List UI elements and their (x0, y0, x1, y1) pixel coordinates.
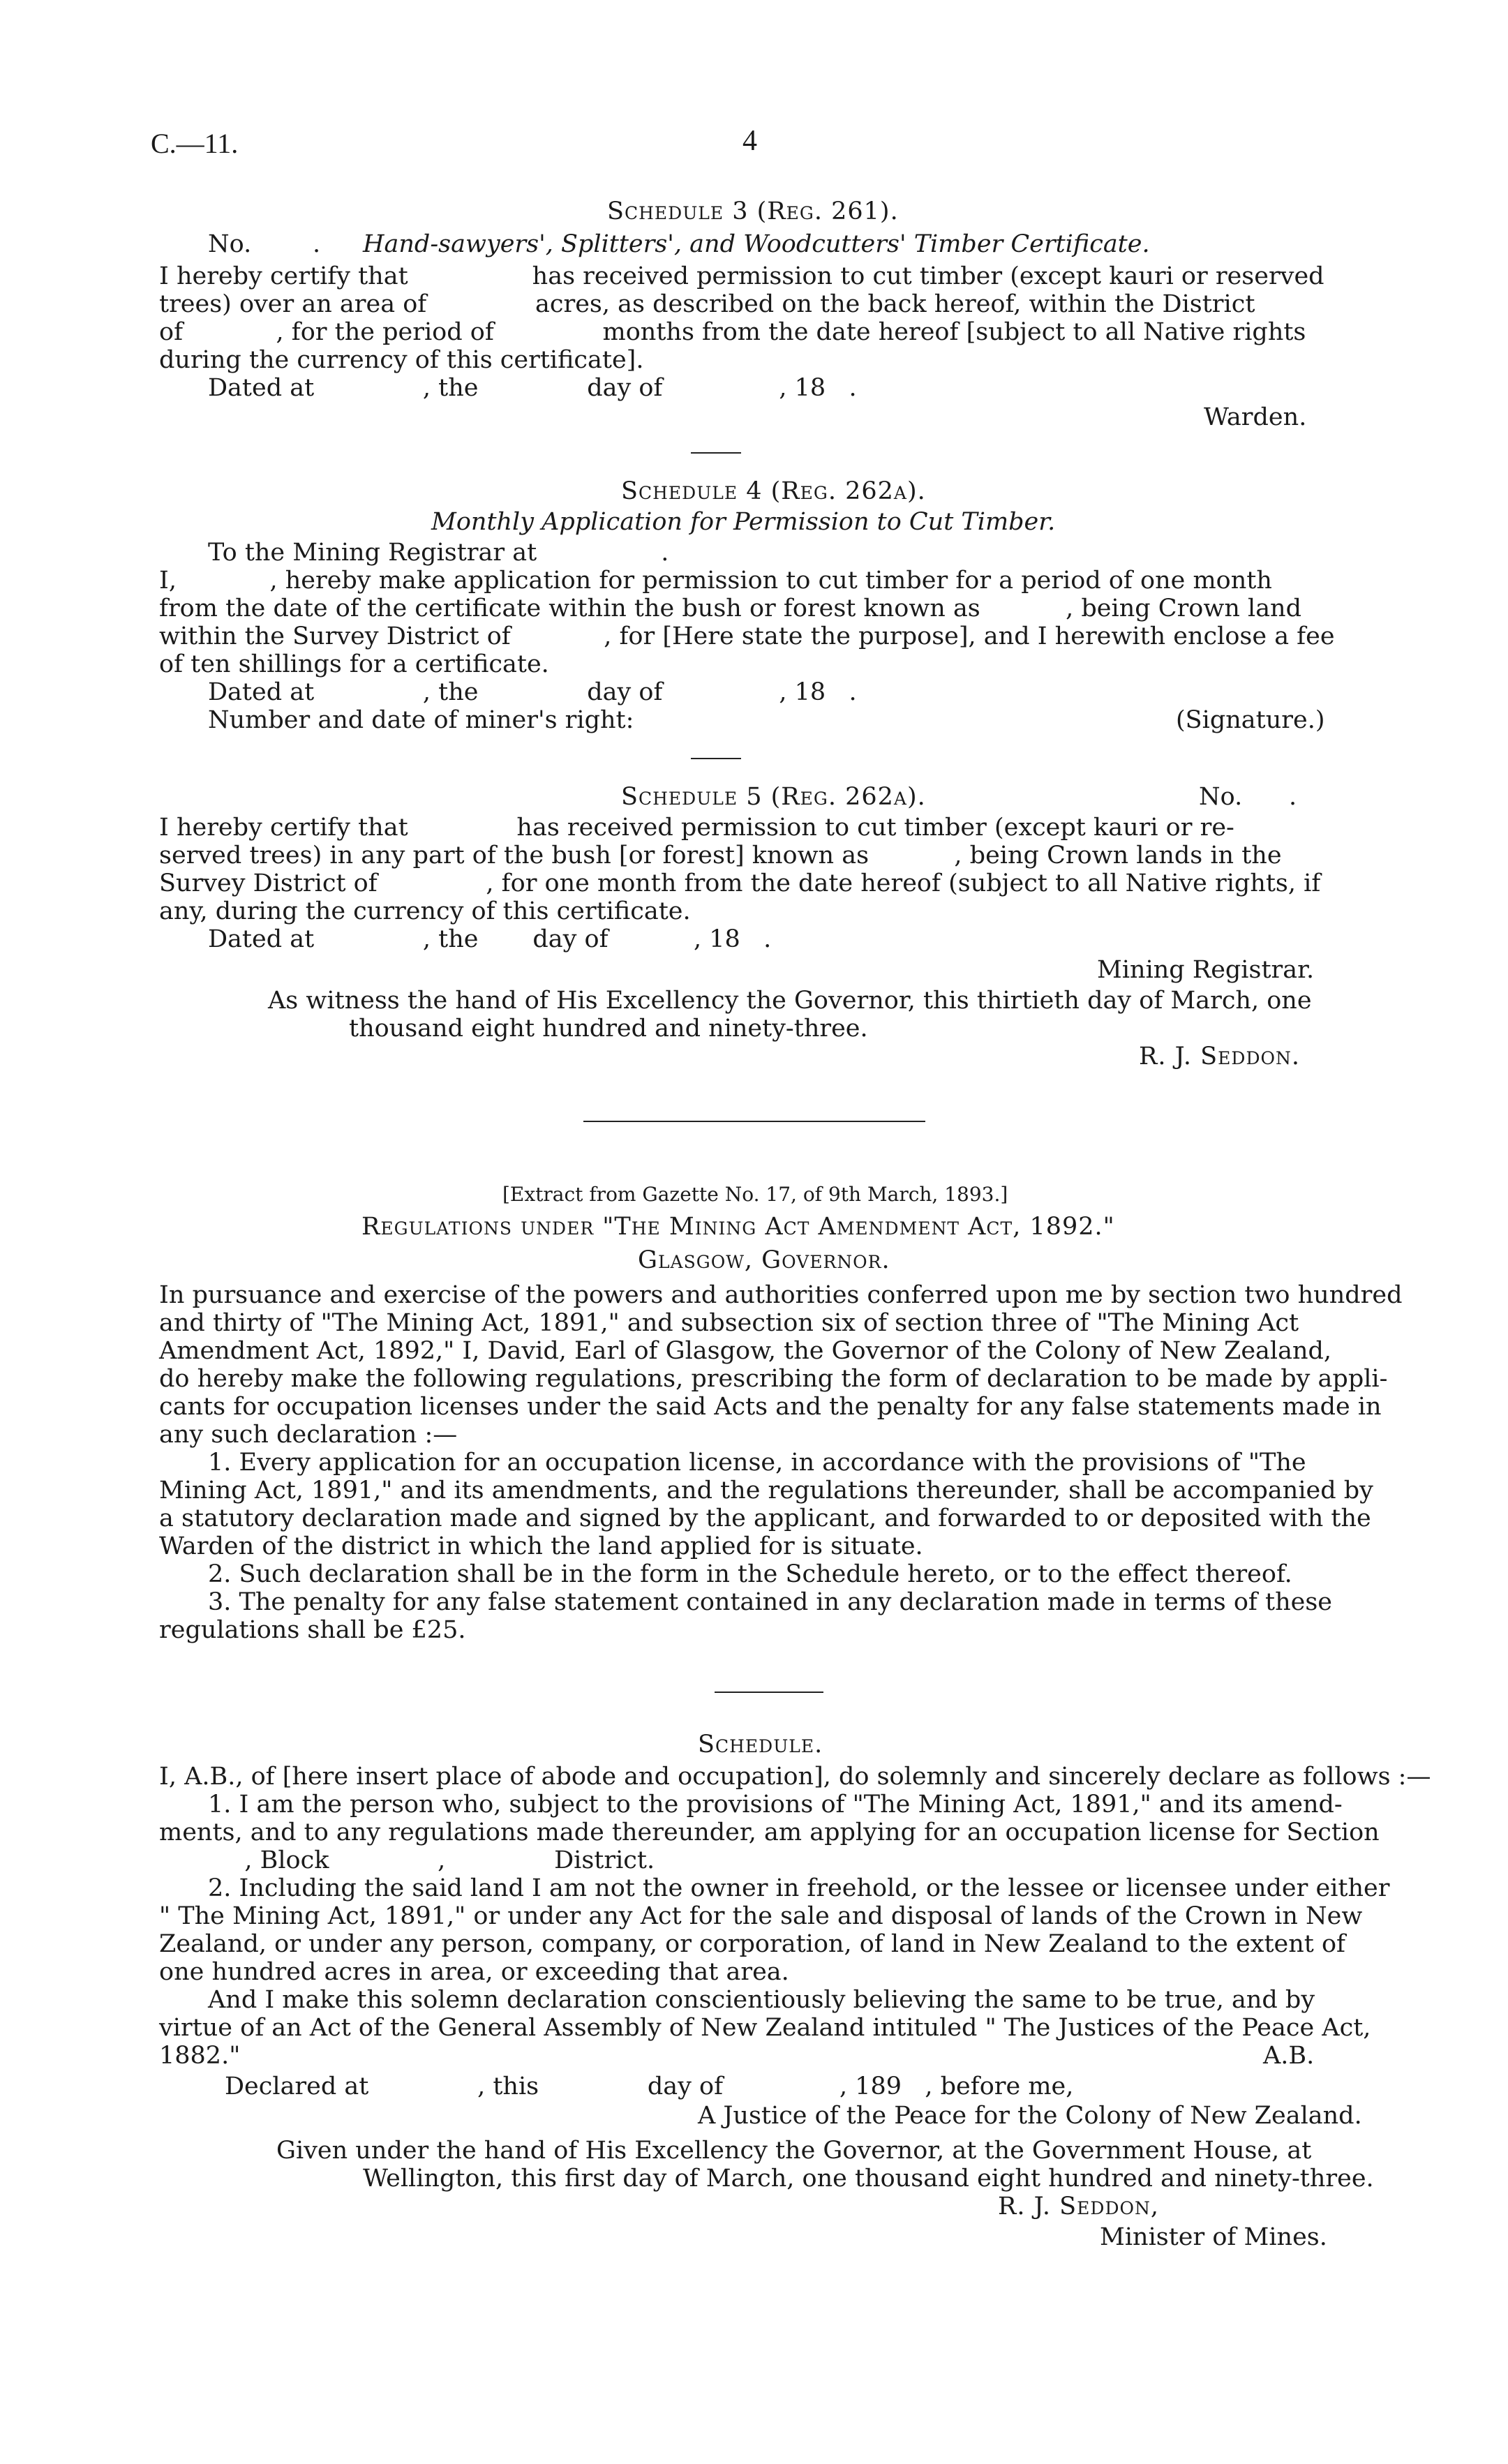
schedule5-signature: Mining Registrar. (1097, 956, 1315, 984)
given-line-2: Wellington, this first day of March, one thousand eight hundred and ninety-three. (363, 2165, 1374, 2193)
schedule4-addressee: To the Mining Registrar at . (208, 539, 669, 567)
para3-line-2: virtue of an Act of the General Assembly of New Zealand intituled " The Justices of the Peace Act, (159, 2014, 1371, 2042)
schedule3-dated-line: Dated at , the day of , 18 . (208, 374, 857, 402)
regulations-title: Regulations under "The Mining Act Amendment Act, 1892." (361, 1213, 1115, 1241)
schedule3-line-3: of , for the period of months from the date hereof [subject to all Native rights (159, 318, 1306, 346)
schedule3-title: Hand-sawyers', Splitters', and Woodcutters' Timber Certificate. (363, 230, 1150, 258)
schedule4-line-1: I, , hereby make application for permission to cut timber for a period of one month (159, 567, 1272, 595)
schedule4-dated-line: Dated at , the day of , 18 . (208, 678, 857, 706)
para1-line-2: ments, and to any regulations made thereunder, am applying for an occupation license for Section (159, 1819, 1380, 1846)
schedule4-line-4: of ten shillings for a certificate. (159, 650, 549, 678)
section-divider (691, 452, 741, 454)
para1-line-3: , Block , District. (159, 1846, 655, 1874)
clause3-line-1: 3. The penalty for any false statement contained in any declaration made in terms of these (208, 1588, 1332, 1616)
schedule4-line-3: within the Survey District of , for [Here state the purpose], and I herewith enclose a fee (159, 622, 1335, 650)
declared-line: Declared at , this day of , 189 , before me, (225, 2073, 1074, 2100)
schedule4-heading: Schedule 4 (Reg. 262a). (621, 477, 926, 505)
paper-code: C.—11. (151, 128, 239, 159)
clause1-line-1: 1. Every application for an occupation license, in accordance with the provisions of "The (208, 1449, 1306, 1477)
schedule5-no-label: No. . (1199, 783, 1297, 811)
preamble-line-4: do hereby make the following regulations, prescribing the form of declaration to be made by appli- (159, 1365, 1388, 1393)
clause3-line-2: regulations shall be £25. (159, 1616, 466, 1644)
schedule4-line-2: from the date of the certificate within the bush or forest known as , being Crown land (159, 595, 1302, 622)
preamble-line-2: and thirty of "The Mining Act, 1891," and subsection six of section three of "The Mining Act (159, 1309, 1299, 1337)
page-number: 4 (742, 125, 757, 157)
justice-line: A Justice of the Peace for the Colony of New Zealand. (698, 2102, 1362, 2130)
schedule3-line-2: trees) over an area of acres, as described on the back hereof, within the District (159, 290, 1255, 318)
preamble-line-6: any such declaration :— (159, 1421, 458, 1449)
para3-line-1: And I make this solemn declaration conscientiously believing the same to be true, and by (208, 1986, 1315, 2014)
clause1-line-2: Mining Act, 1891," and its amendments, and the regulations thereunder, shall be accompanied by (159, 1477, 1373, 1504)
schedule3-no-label: No. (208, 230, 252, 258)
declaration-intro: I, A.B., of [here insert place of abode and occupation], do solemnly and sincerely declare as follows :— (159, 1763, 1431, 1791)
schedule5-heading: Schedule 5 (Reg. 262a). (621, 783, 926, 811)
declarant-initials: A.B. (1263, 2042, 1315, 2070)
para2-line-2: " The Mining Act, 1891," or under any Act for the sale and disposal of lands of the Crown in New (159, 1902, 1363, 1930)
schedule5-line-1: I hereby certify that has received permission to cut timber (except kauri or re- (159, 814, 1234, 842)
schedule5-dated-line: Dated at , the day of , 18 . (208, 925, 772, 953)
preamble-line-3: Amendment Act, 1892," I, David, Earl of Glasgow, the Governor of the Colony of New Zealand, (159, 1337, 1332, 1365)
para3-line-3: 1882." (159, 2042, 241, 2070)
schedule-heading: Schedule. (698, 1731, 823, 1759)
schedule3-line-4: during the currency of this certificate]. (159, 346, 644, 374)
clause1-line-4: Warden of the district in which the land applied for is situate. (159, 1532, 923, 1560)
witness-line-1: As witness the hand of His Excellency the Governor, this thirtieth day of March, one (268, 987, 1312, 1015)
para2-line-4: one hundred acres in area, or exceeding that area. (159, 1958, 789, 1986)
para1-line-1: 1. I am the person who, subject to the provisions of "The Mining Act, 1891," and its amend- (208, 1791, 1343, 1819)
schedule3-no-dot: . (313, 230, 321, 258)
section-divider (715, 1692, 823, 1693)
clause2: 2. Such declaration shall be in the form in the Schedule hereto, or to the effect thereof. (208, 1560, 1292, 1588)
schedule3-heading: Schedule 3 (Reg. 261). (607, 197, 899, 225)
major-divider (583, 1121, 925, 1122)
schedule4-signature: (Signature.) (1176, 706, 1325, 734)
clause1-line-3: a statutory declaration made and signed by the applicant, and forwarded to or deposited with the (159, 1504, 1371, 1532)
para2-line-3: Zealand, or under any person, company, or corporation, of land in New Zealand to the extent of (159, 1930, 1345, 1958)
schedule4-miners-right: Number and date of miner's right: (208, 706, 634, 734)
schedule5-line-2: served trees) in any part of the bush [or forest] known as , being Crown lands in the (159, 842, 1282, 869)
witness-signatory: R. J. Seddon. (1139, 1043, 1300, 1070)
minister-signatory: R. J. Seddon, (998, 2193, 1159, 2220)
preamble-line-1: In pursuance and exercise of the powers and authorities conferred upon me by section two hundred (159, 1281, 1403, 1309)
witness-line-2: thousand eight hundred and ninety-three. (349, 1015, 868, 1043)
schedule4-title: Monthly Application for Permission to Cut Timber. (431, 508, 1056, 536)
minister-office: Minister of Mines. (1100, 2223, 1327, 2251)
section-divider (691, 758, 741, 759)
given-line-1: Given under the hand of His Excellency the Governor, at the Government House, at (276, 2137, 1312, 2165)
extract-note: [Extract from Gazette No. 17, of 9th March, 1893.] (502, 1183, 1008, 1206)
schedule5-line-3: Survey District of , for one month from the date hereof (subject to all Native rights, if (159, 869, 1321, 897)
governor-line: Glasgow, Governor. (638, 1246, 890, 1274)
schedule3-line-1: I hereby certify that has received permission to cut timber (except kauri or reserved (159, 262, 1324, 290)
schedule3-signature: Warden. (1204, 403, 1307, 431)
schedule5-line-4: any, during the currency of this certificate. (159, 897, 691, 925)
preamble-line-5: cants for occupation licenses under the said Acts and the penalty for any false statements made in (159, 1393, 1382, 1421)
para2-line-1: 2. Including the said land I am not the owner in freehold, or the lessee or licensee under either (208, 1874, 1390, 1902)
